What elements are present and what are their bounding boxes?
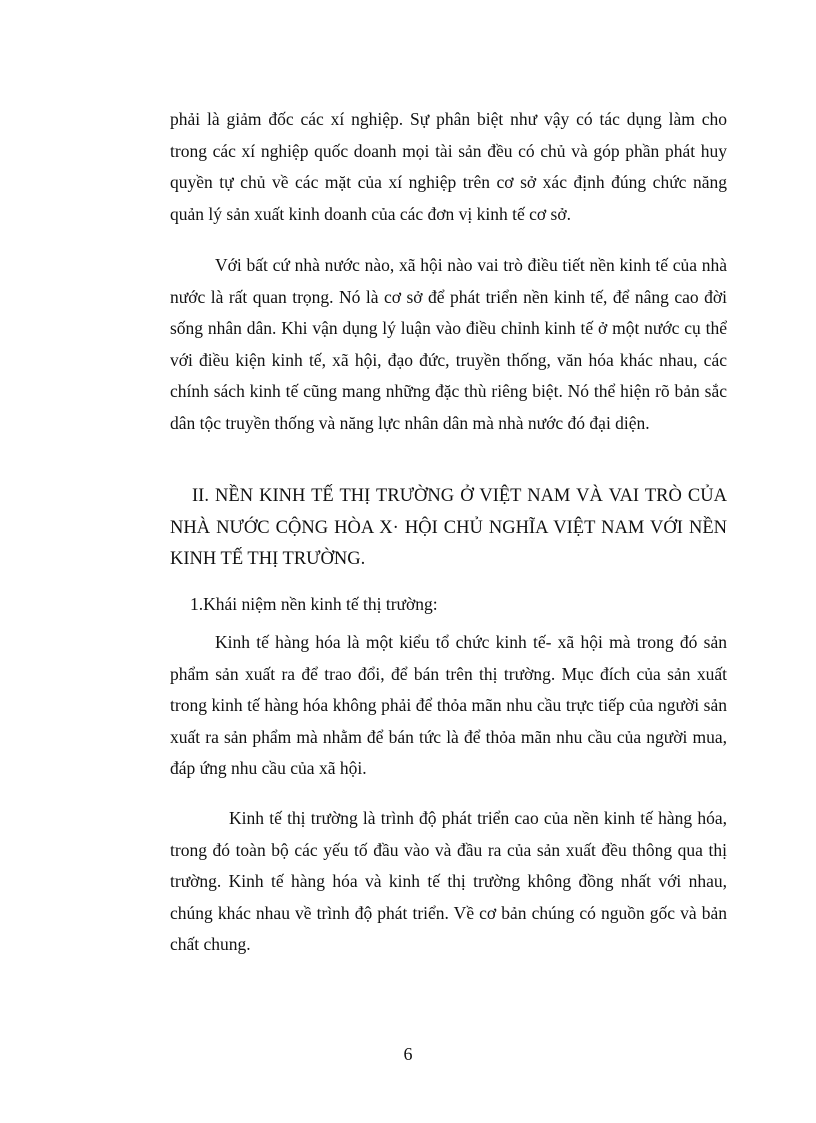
page-number: 6: [403, 1044, 413, 1064]
paragraph-state-role: Với bất cứ nhà nước nào, xã hội nào vai trò điều tiết nền kinh tế của nhà nước là rất quan trọng. Nó là cơ sở để phát triển nền kinh tế, để nâng cao đời sống nhân dân. Khi vận dụng lý luận vào điều chỉnh kinh tế ở một nước cụ thể với điều kiện kinh tế, xã hội, đạo đức, truyền thống, văn hóa khác nhau, các chính sách kinh tế cũng mang những đặc thù riêng biệt. Nó thể hiện rõ bản sắc dân tộc truyền thống và năng lực nhân dân mà nhà nước đó đại diện.: [170, 255, 727, 433]
paragraph-continuation: phải là giảm đốc các xí nghiệp. Sự phân biệt như vậy có tác dụng làm cho trong các xí nghiệp quốc doanh mọi tài sản đều có chủ và góp phần phát huy quyền tự chủ về các mặt của xí nghiệp trên cơ sở xác định đúng chức năng quản lý sản xuất kinh doanh của các đơn vị kinh tế cơ sở.: [170, 109, 727, 224]
section-heading: II. NỀN KINH TẾ THỊ TRƯỜNG Ở VIỆT NAM VÀ VAI TRÒ CỦA NHÀ NƯỚC CỘNG HÒA X· HỘI CHỦ NGHĨA VIỆT NAM VỚI NỀN KINH TẾ THỊ TRƯỜNG.: [170, 486, 727, 570]
subsection-heading: 1.Khái niệm nền kinh tế thị trường:: [190, 594, 438, 614]
paragraph-market-economy: Kinh tế thị trường là trình độ phát triển cao của nền kinh tế hàng hóa, trong đó toàn bộ các yếu tố đầu vào và đầu ra của sản xuất đều thông qua thị trường. Kinh tế hàng hóa và kinh tế thị trường không đồng nhất với nhau, chúng khác nhau về trình độ phát triển. Về cơ bản chúng có nguồn gốc và bản chất chung.: [170, 808, 727, 955]
paragraph-commodity-economy: Kinh tế hàng hóa là một kiểu tổ chức kinh tế- xã hội mà trong đó sản phẩm sản xuất ra để trao đổi, để bán trên thị trường. Mục đích của sản xuất trong kinh tế hàng hóa không phải để thỏa mãn nhu cầu trực tiếp của người sản xuất ra sản phẩm mà nhằm để bán tức là để thỏa mãn nhu cầu của người mua, đáp ứng nhu cầu của xã hội.: [170, 632, 727, 779]
